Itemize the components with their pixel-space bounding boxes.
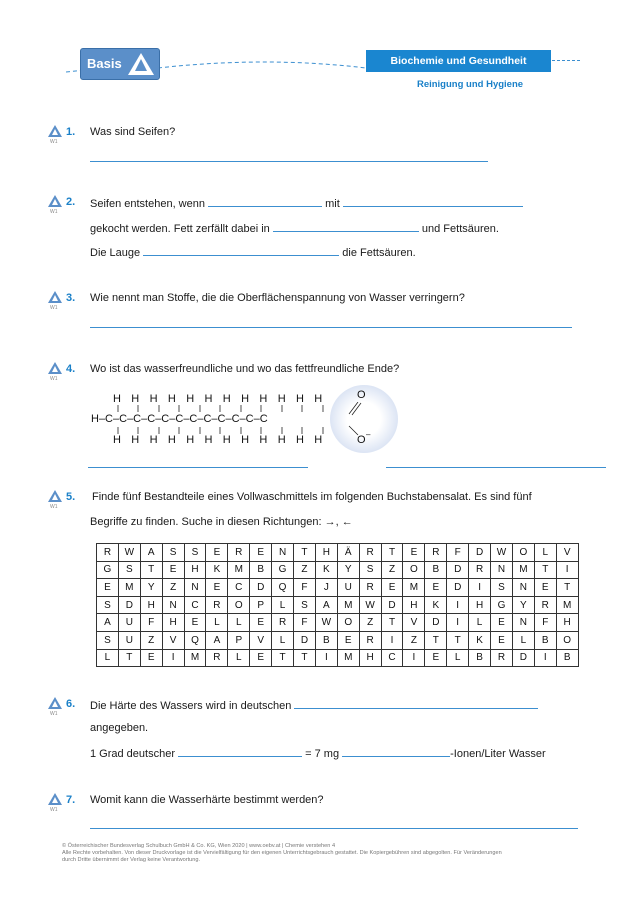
grid-cell[interactable]: P [250, 596, 272, 614]
grid-cell[interactable]: W [359, 596, 381, 614]
grid-cell[interactable]: N [491, 561, 513, 579]
grid-cell[interactable]: A [140, 544, 162, 562]
grid-row [97, 561, 579, 579]
grid-cell[interactable]: S [97, 596, 119, 614]
grid-cell[interactable]: O [556, 631, 578, 649]
text-part: die Fettsäuren. [342, 247, 416, 259]
answer-line[interactable] [90, 161, 488, 162]
grid-cell[interactable]: T [556, 579, 578, 597]
grid-cell[interactable]: M [403, 579, 425, 597]
answer-blank[interactable] [143, 245, 339, 256]
grid-row [97, 579, 579, 597]
grid-cell[interactable]: V [403, 614, 425, 632]
level-icon [48, 490, 62, 502]
question-number: 2. [66, 196, 76, 208]
grid-cell[interactable]: I [556, 561, 578, 579]
question-text-line1 [90, 196, 523, 210]
header-dashed-line-right [552, 60, 580, 61]
grid-cell[interactable]: T [381, 614, 403, 632]
grid-cell[interactable]: E [250, 649, 272, 667]
grid-cell[interactable]: M [337, 649, 359, 667]
grid-cell[interactable]: D [447, 561, 469, 579]
question-number: 3. [66, 292, 76, 304]
grid-cell[interactable]: D [425, 614, 447, 632]
text-part: Seifen entstehen, wenn [90, 198, 205, 210]
answer-line[interactable] [88, 467, 308, 468]
grid-cell[interactable]: Q [184, 631, 206, 649]
grid-cell[interactable]: T [118, 649, 140, 667]
grid-cell[interactable]: G [272, 561, 294, 579]
grid-cell[interactable]: I [534, 649, 556, 667]
grid-cell[interactable]: T [294, 649, 316, 667]
grid-cell[interactable]: E [425, 579, 447, 597]
grid-cell[interactable]: I [403, 649, 425, 667]
grid-cell[interactable]: R [206, 649, 228, 667]
grid-cell[interactable]: H [140, 596, 162, 614]
question-number: 5. [66, 491, 76, 503]
grid-cell[interactable]: B [556, 649, 578, 667]
grid-cell[interactable]: C [184, 596, 206, 614]
grid-cell[interactable]: B [425, 561, 447, 579]
grid-cell[interactable]: F [294, 579, 316, 597]
grid-cell[interactable]: Z [294, 561, 316, 579]
text-part: und Fettsäuren. [421, 223, 499, 235]
grid-cell[interactable]: S [491, 579, 513, 597]
grid-row [97, 596, 579, 614]
grid-cell[interactable]: R [359, 631, 381, 649]
grid-cell[interactable]: D [118, 596, 140, 614]
question-text: Wo ist das wasserfreundliche und wo das fettfreundliche Ende? [90, 363, 400, 375]
grid-cell[interactable]: E [534, 579, 556, 597]
grid-cell[interactable]: T [425, 631, 447, 649]
molecule-charge: – [366, 430, 371, 439]
grid-cell[interactable]: I [447, 614, 469, 632]
grid-cell[interactable]: D [512, 649, 534, 667]
question-number: 6. [66, 698, 76, 710]
grid-cell[interactable]: I [315, 649, 337, 667]
molecule-h-bottom: H H H H H H H H H H H H [113, 434, 323, 446]
grid-cell[interactable]: M [184, 649, 206, 667]
question-text-line1 [90, 698, 538, 712]
grid-cell[interactable]: K [206, 561, 228, 579]
grid-cell[interactable]: M [512, 561, 534, 579]
grid-cell[interactable]: R [534, 596, 556, 614]
grid-cell[interactable]: R [97, 544, 119, 562]
text-part: mit [325, 198, 340, 210]
grid-cell[interactable]: M [556, 596, 578, 614]
text-part: Die Härte des Wassers wird in deutschen [90, 700, 292, 712]
grid-cell[interactable]: H [556, 614, 578, 632]
grid-cell[interactable]: R [359, 544, 381, 562]
grid-cell[interactable]: U [118, 614, 140, 632]
word-search-grid [96, 543, 579, 667]
grid-cell[interactable]: E [337, 631, 359, 649]
grid-cell[interactable]: E [491, 614, 513, 632]
level-tag: W1 [50, 139, 58, 145]
grid-cell[interactable]: B [250, 561, 272, 579]
grid-cell[interactable]: N [162, 596, 184, 614]
logo-label: Basis [87, 56, 122, 71]
grid-cell[interactable]: I [469, 579, 491, 597]
molecule-h-top: H H H H H H H H H H H H [113, 393, 323, 405]
grid-cell[interactable]: N [184, 579, 206, 597]
answer-blank[interactable] [273, 221, 419, 232]
answer-blank[interactable] [178, 746, 302, 757]
grid-cell[interactable]: L [447, 649, 469, 667]
answer-blank[interactable] [343, 196, 523, 207]
grid-cell[interactable]: R [469, 561, 491, 579]
grid-cell[interactable]: E [140, 649, 162, 667]
grid-cell[interactable]: W [315, 614, 337, 632]
level-tag: W1 [50, 504, 58, 510]
grid-cell[interactable]: Y [512, 596, 534, 614]
grid-row [97, 614, 579, 632]
grid-cell[interactable]: G [97, 561, 119, 579]
grid-cell[interactable]: Q [272, 579, 294, 597]
answer-blank[interactable] [208, 196, 322, 207]
footer-copyright: © Österreichischer Bundesverlag Schulbuch GmbH & Co. KG, Wien 2020 | www.oebv.at | Chemie verstehen 4 [62, 843, 336, 849]
question-text-line2 [90, 221, 499, 235]
level-tag: W1 [50, 305, 58, 311]
grid-cell[interactable]: I [162, 649, 184, 667]
grid-cell[interactable]: E [184, 614, 206, 632]
answer-line[interactable] [90, 828, 578, 829]
grid-cell[interactable]: F [140, 614, 162, 632]
grid-cell[interactable]: G [491, 596, 513, 614]
molecule-chain: H–C–C–C–C–C–C–C–C–C–C–C–C [91, 413, 268, 425]
text-part: -Ionen/Liter Wasser [450, 748, 546, 760]
grid-cell[interactable]: L [469, 614, 491, 632]
text-part: Die Lauge [90, 247, 141, 259]
footer [62, 843, 602, 864]
question-text-line3 [90, 746, 546, 760]
grid-cell[interactable]: B [534, 631, 556, 649]
grid-cell[interactable]: I [447, 596, 469, 614]
grid-cell[interactable]: H [359, 649, 381, 667]
grid-cell[interactable]: D [469, 544, 491, 562]
grid-cell[interactable]: E [206, 544, 228, 562]
level-icon [48, 362, 62, 374]
grid-cell[interactable]: Z [403, 631, 425, 649]
grid-cell[interactable]: E [381, 579, 403, 597]
grid-cell[interactable]: L [206, 614, 228, 632]
grid-cell[interactable]: W [118, 544, 140, 562]
grid-cell[interactable]: R [425, 544, 447, 562]
level-icon [48, 291, 62, 303]
grid-cell[interactable]: F [534, 614, 556, 632]
grid-cell[interactable]: D [294, 631, 316, 649]
answer-line[interactable] [90, 327, 572, 328]
level-icon [48, 195, 62, 207]
grid-cell[interactable]: D [250, 579, 272, 597]
grid-cell[interactable]: E [250, 614, 272, 632]
grid-row [97, 649, 579, 667]
grid-cell[interactable]: E [97, 579, 119, 597]
grid-cell[interactable]: E [403, 544, 425, 562]
grid-cell[interactable]: R [491, 649, 513, 667]
grid-cell[interactable]: Z [140, 631, 162, 649]
molecule-oxygen-bottom: O [357, 434, 366, 446]
grid-cell[interactable]: Z [381, 561, 403, 579]
grid-cell[interactable]: L [228, 649, 250, 667]
grid-cell[interactable]: V [162, 631, 184, 649]
topic-title: Reinigung und Hygiene [416, 79, 524, 90]
grid-cell[interactable]: E [425, 649, 447, 667]
question-text: Was sind Seifen? [90, 126, 176, 138]
question-number: 1. [66, 126, 76, 138]
grid-cell[interactable]: N [272, 544, 294, 562]
grid-cell[interactable]: R [206, 596, 228, 614]
grid-cell[interactable]: R [228, 544, 250, 562]
grid-cell[interactable]: O [337, 614, 359, 632]
level-tag: W1 [50, 209, 58, 215]
level-tag: W1 [50, 376, 58, 382]
subject-title: Biochemie und Gesundheit [390, 55, 527, 67]
grid-cell[interactable]: L [512, 631, 534, 649]
grid-cell[interactable]: B [469, 649, 491, 667]
grid-cell[interactable]: D [381, 596, 403, 614]
grid-cell[interactable]: O [512, 544, 534, 562]
grid-cell[interactable]: L [97, 649, 119, 667]
molecule-oxygen-top: O [357, 389, 366, 401]
grid-cell[interactable]: A [315, 596, 337, 614]
grid-cell[interactable]: E [250, 544, 272, 562]
grid-cell[interactable]: T [294, 544, 316, 562]
grid-row [97, 631, 579, 649]
grid-cell[interactable]: E [491, 631, 513, 649]
grid-cell[interactable]: M [118, 579, 140, 597]
grid-cell[interactable]: T [381, 544, 403, 562]
grid-cell[interactable]: S [359, 561, 381, 579]
grid-cell[interactable]: U [118, 631, 140, 649]
grid-cell[interactable]: A [206, 631, 228, 649]
molecule-bonds [110, 402, 370, 442]
grid-cell[interactable]: H [184, 561, 206, 579]
grid-cell[interactable]: V [250, 631, 272, 649]
grid-cell[interactable]: L [272, 631, 294, 649]
grid-cell[interactable]: N [512, 614, 534, 632]
grid-cell[interactable]: H [469, 596, 491, 614]
level-tag: W1 [50, 711, 58, 717]
grid-cell[interactable]: T [447, 631, 469, 649]
grid-cell[interactable]: Z [162, 579, 184, 597]
grid-cell[interactable]: Y [337, 561, 359, 579]
grid-cell[interactable]: H [403, 596, 425, 614]
grid-cell[interactable]: K [469, 631, 491, 649]
grid-cell[interactable]: I [381, 631, 403, 649]
footer-responsibility: durch Dritte übernimmt der Verlag keine Verantwortung. [62, 857, 201, 863]
grid-cell[interactable]: L [228, 614, 250, 632]
grid-cell[interactable]: S [294, 596, 316, 614]
grid-cell[interactable]: F [447, 544, 469, 562]
grid-cell[interactable]: L [272, 596, 294, 614]
level-icon [48, 125, 62, 137]
grid-cell[interactable]: H [162, 614, 184, 632]
text-part: 1 Grad deutscher [90, 748, 175, 760]
grid-cell[interactable]: T [140, 561, 162, 579]
grid-cell[interactable]: J [315, 579, 337, 597]
text-part: gekocht werden. Fett zerfällt dabei in [90, 223, 270, 235]
footer-rights: Alle Rechte vorbehalten. Von dieser Druckvorlage ist die Vervielfältigung für den eigenen Unterrichtsgebrauch gestattet. Die Kopiergebühren sind abgegolten. Für Veränderungen [62, 850, 502, 856]
grid-cell[interactable]: D [447, 579, 469, 597]
grid-cell[interactable]: M [228, 561, 250, 579]
grid-cell[interactable]: K [425, 596, 447, 614]
grid-cell[interactable]: Ä [337, 544, 359, 562]
grid-cell[interactable]: H [315, 544, 337, 562]
grid-cell[interactable]: O [403, 561, 425, 579]
answer-blank[interactable] [342, 746, 450, 757]
grid-cell[interactable]: S [118, 561, 140, 579]
grid-cell[interactable]: E [162, 561, 184, 579]
grid-row [97, 544, 579, 562]
grid-cell[interactable]: V [556, 544, 578, 562]
text-part: = 7 mg [305, 748, 340, 760]
grid-cell[interactable]: F [294, 614, 316, 632]
question-text: Womit kann die Wasserhärte bestimmt werden? [90, 794, 324, 806]
grid-cell[interactable]: B [315, 631, 337, 649]
question-text-line1: Finde fünf Bestandteile eines Vollwaschmittels im folgenden Buchstabensalat. Es sind fünf [92, 491, 532, 503]
grid-cell[interactable]: K [315, 561, 337, 579]
grid-cell[interactable]: C [228, 579, 250, 597]
grid-cell[interactable]: Y [140, 579, 162, 597]
grid-cell[interactable]: O [228, 596, 250, 614]
question-text-line3 [90, 245, 416, 259]
grid-cell[interactable]: S [184, 544, 206, 562]
level-icon [48, 793, 62, 805]
grid-cell[interactable]: R [359, 579, 381, 597]
level-icon [48, 697, 62, 709]
question-number: 7. [66, 794, 76, 806]
grid-cell[interactable]: P [228, 631, 250, 649]
grid-cell[interactable]: T [272, 649, 294, 667]
grid-cell[interactable]: U [337, 579, 359, 597]
grid-cell[interactable]: S [97, 631, 119, 649]
pyramid-icon [127, 52, 155, 76]
grid-cell[interactable]: S [162, 544, 184, 562]
grid-cell[interactable]: Z [359, 614, 381, 632]
grid-cell[interactable]: C [381, 649, 403, 667]
grid-cell[interactable]: L [534, 544, 556, 562]
question-number: 4. [66, 363, 76, 375]
question-text-line2: angegeben. [90, 722, 149, 734]
grid-cell[interactable]: A [97, 614, 119, 632]
question-text-line2: Begriffe zu finden. Suche in diesen Richtungen: →, ← [90, 516, 353, 528]
level-tag: W1 [50, 807, 58, 813]
grid-cell[interactable]: E [206, 579, 228, 597]
grid-cell[interactable]: W [491, 544, 513, 562]
question-text: Wie nennt man Stoffe, die die Oberflächenspannung von Wasser verringern? [90, 292, 465, 304]
answer-line[interactable] [386, 467, 606, 468]
subject-banner [366, 50, 551, 72]
grid-cell[interactable]: R [272, 614, 294, 632]
answer-blank[interactable] [294, 698, 538, 709]
basis-logo [80, 48, 160, 80]
grid-cell[interactable]: M [337, 596, 359, 614]
grid-cell[interactable]: T [534, 561, 556, 579]
grid-cell[interactable]: N [512, 579, 534, 597]
